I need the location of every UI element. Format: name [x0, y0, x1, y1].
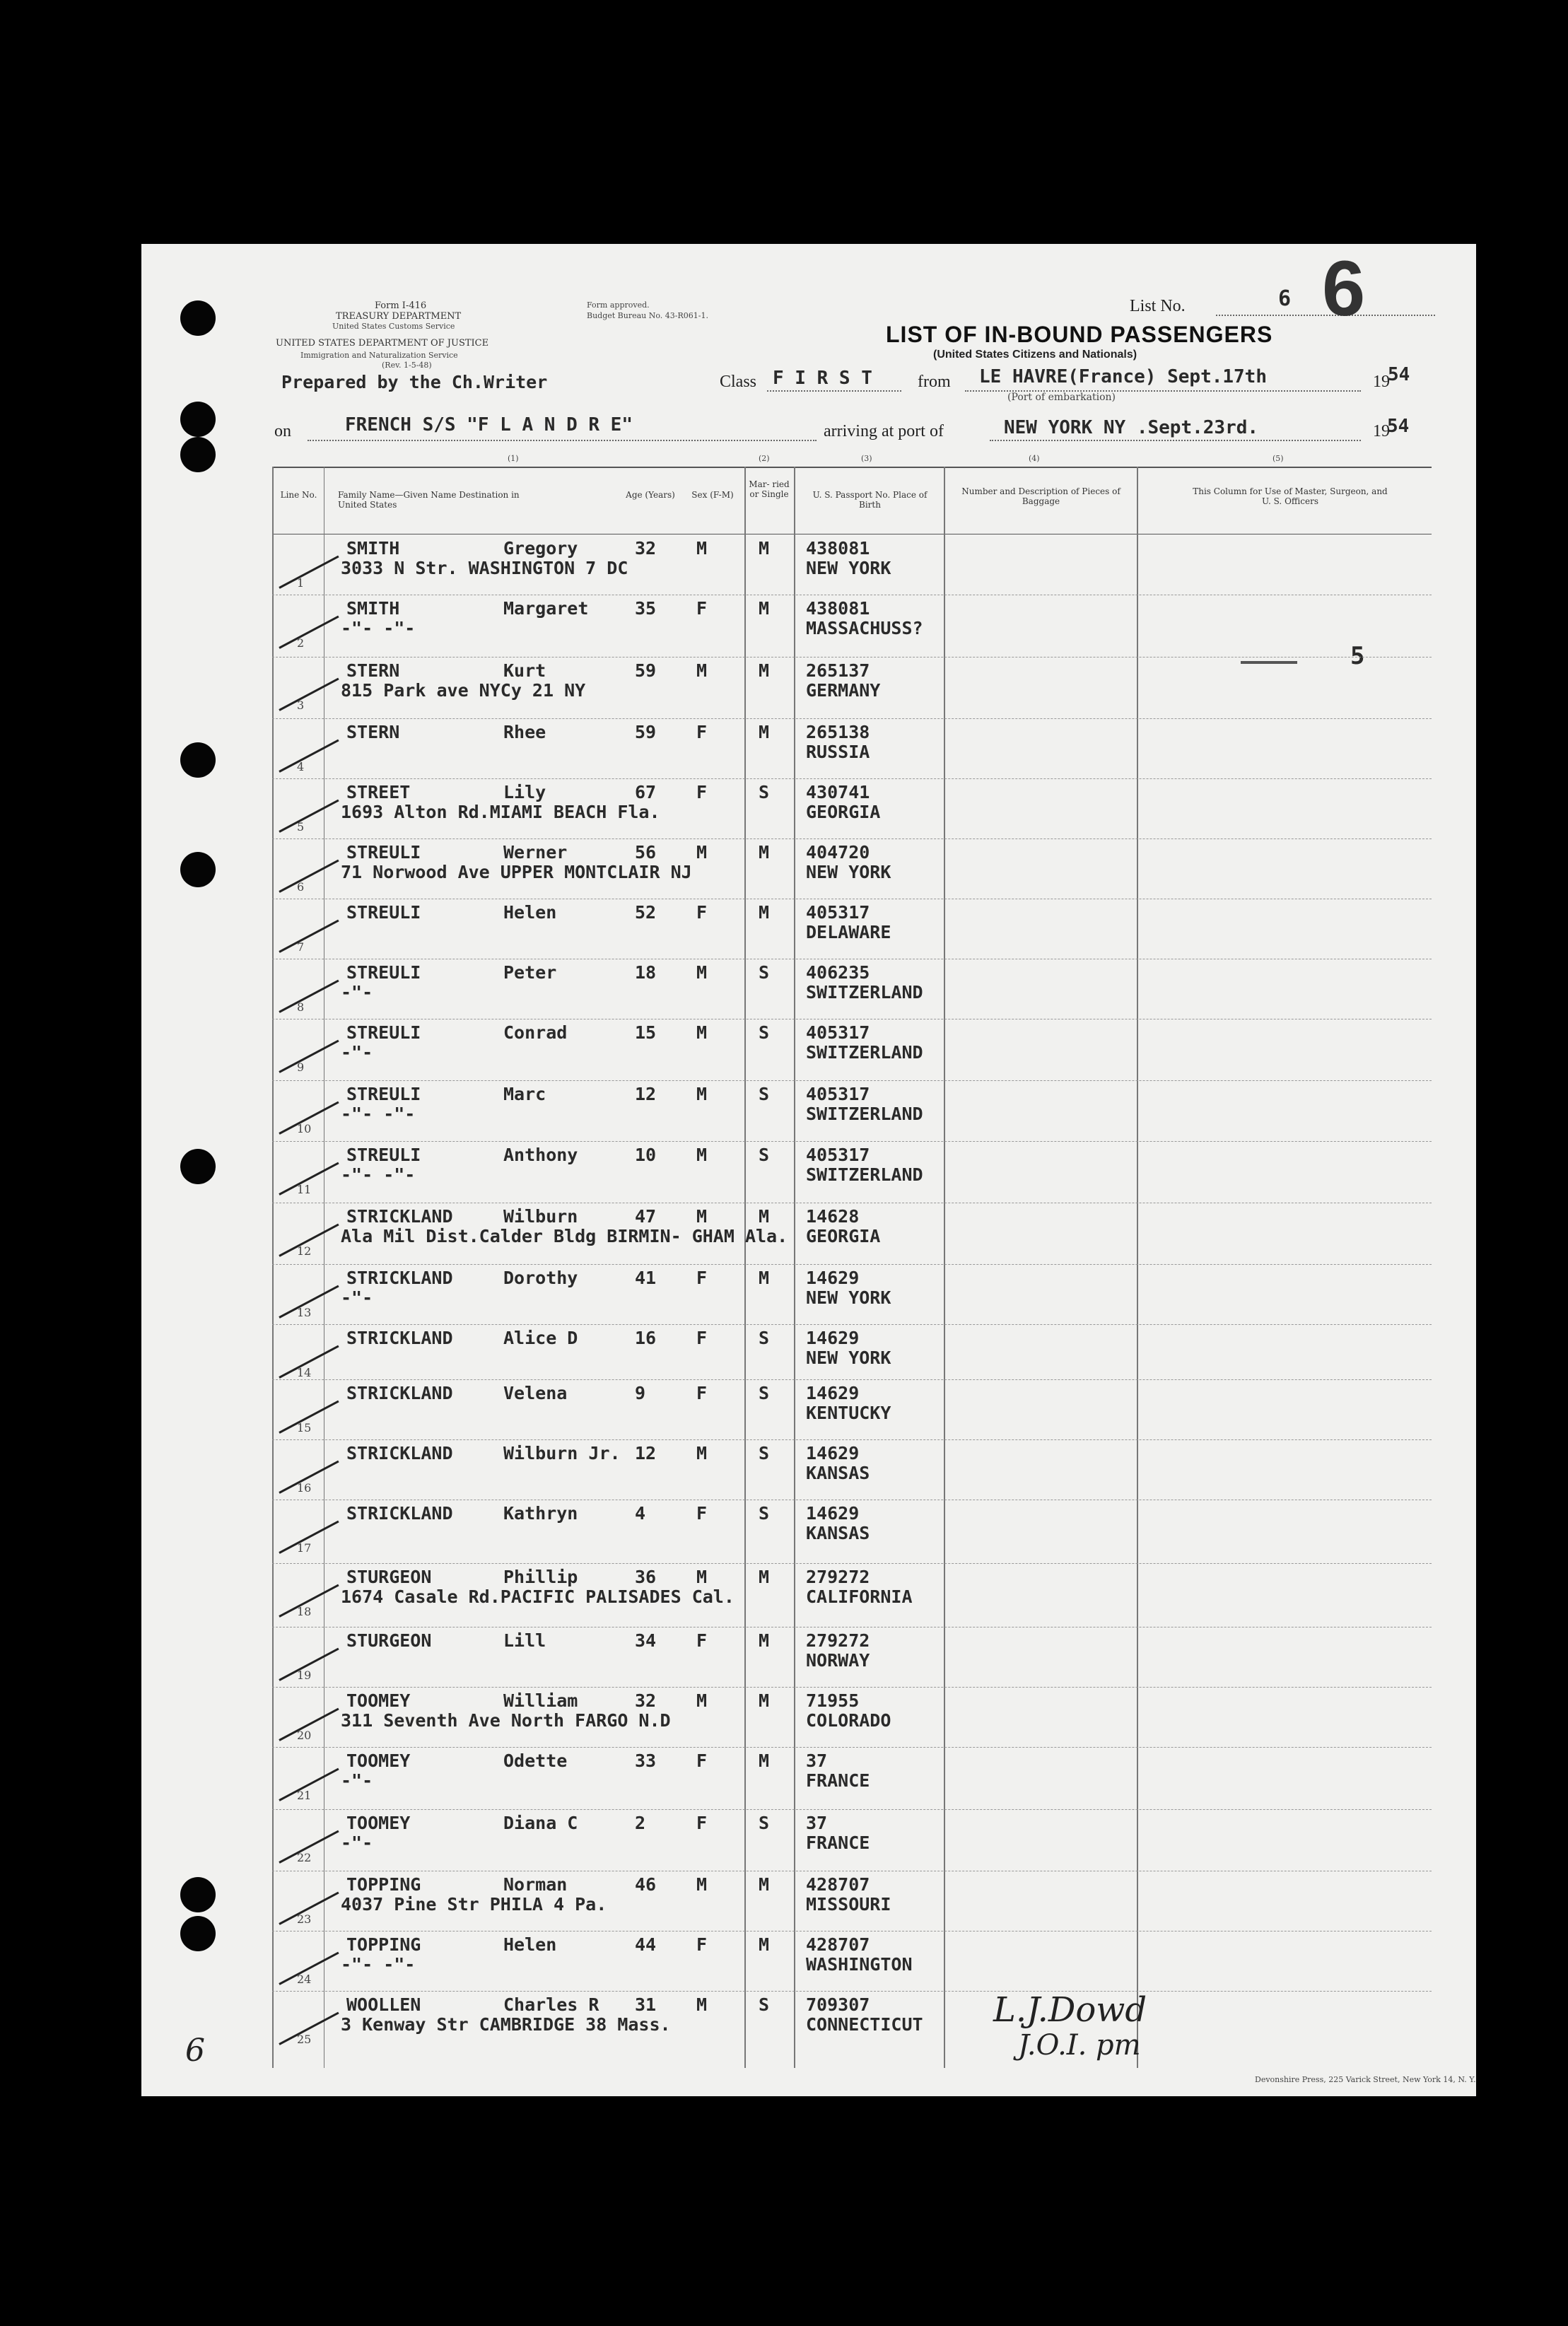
row-separator [272, 657, 1432, 658]
customs-service: United States Customs Service [332, 322, 455, 331]
binder-hole [180, 402, 216, 437]
age: 59 [635, 660, 657, 681]
passport-number: 14629 [806, 1383, 860, 1403]
passport-number: 14629 [806, 1503, 860, 1524]
row-line-number: 5 [297, 820, 305, 834]
sex: F [696, 598, 708, 619]
row-separator [272, 1809, 1432, 1810]
destination: -"- [341, 982, 373, 1003]
binder-hole [180, 1916, 216, 1951]
age: 56 [635, 842, 657, 863]
col-header-married: Mar- ried or Single [749, 479, 790, 499]
row-separator [272, 1747, 1432, 1748]
age: 10 [635, 1145, 657, 1165]
col-num-4: (4) [1029, 454, 1040, 463]
passport-number: 37 [806, 1813, 828, 1833]
marital-status: M [759, 1206, 770, 1227]
given-name: Wilburn [503, 1206, 578, 1227]
given-name: Charles R [503, 1994, 599, 2015]
sex: F [696, 1328, 708, 1348]
form-number: Form I-416 [375, 300, 427, 311]
budget-bureau: Budget Bureau No. 43-R061-1. [587, 311, 709, 320]
prepared-by: Prepared by the Ch.Writer [281, 372, 548, 392]
place-of-birth: NEW YORK [806, 862, 891, 882]
sex: F [696, 722, 708, 742]
revision: (Rev. 1-5-48) [382, 361, 432, 370]
officer-annotation: 5 [1350, 642, 1365, 670]
row-separator [272, 718, 1432, 719]
from-value: LE HAVRE(France) Sept.17th [979, 366, 1267, 387]
family-name: STRICKLAND [346, 1328, 453, 1348]
sex: F [696, 1934, 708, 1955]
passport-number: 438081 [806, 538, 870, 559]
family-name: STRICKLAND [346, 1503, 453, 1524]
place-of-birth: RUSSIA [806, 742, 870, 762]
place-of-birth: GEORGIA [806, 1226, 881, 1246]
place-of-birth: MASSACHUSS? [806, 618, 923, 638]
sex: M [696, 1994, 708, 2015]
family-name: TOOMEY [346, 1751, 411, 1771]
marital-status: S [759, 1328, 770, 1348]
sex: M [696, 1145, 708, 1165]
age: 59 [635, 722, 657, 742]
row-line-number: 23 [297, 1912, 312, 1926]
given-name: Margaret [503, 598, 589, 619]
sex: M [696, 1874, 708, 1895]
row-line-number: 12 [297, 1244, 312, 1258]
family-name: TOOMEY [346, 1690, 411, 1711]
row-separator [272, 1264, 1432, 1265]
given-name: Anthony [503, 1145, 578, 1165]
row-line-number: 6 [297, 880, 305, 894]
given-name: Lill [503, 1630, 546, 1651]
sex: M [696, 1084, 708, 1104]
given-name: Kurt [503, 660, 546, 681]
marital-status: S [759, 1503, 770, 1524]
place-of-birth: DELAWARE [806, 922, 891, 942]
place-of-birth: FRANCE [806, 1770, 870, 1791]
place-of-birth: FRANCE [806, 1833, 870, 1853]
place-of-birth: SWITZERLAND [806, 1164, 923, 1185]
sex: F [696, 1503, 708, 1524]
family-name: STRICKLAND [346, 1443, 453, 1463]
vessel-name: FRENCH S/S "F L A N D R E" [345, 414, 633, 436]
age: 16 [635, 1328, 657, 1348]
given-name: Odette [503, 1751, 568, 1771]
marital-status: M [759, 1630, 770, 1651]
page-subtitle: (United States Citizens and Nationals) [933, 349, 1137, 361]
given-name: William [503, 1690, 578, 1711]
year-prefix-2: 19 [1373, 422, 1390, 440]
given-name: Diana C [503, 1813, 578, 1833]
row-line-number: 7 [297, 940, 305, 954]
binder-hole [180, 742, 216, 778]
given-name: Gregory [503, 538, 578, 559]
treasury-dept: TREASURY DEPARTMENT [336, 311, 462, 322]
place-of-birth: COLORADO [806, 1710, 891, 1731]
given-name: Wilburn Jr. [503, 1443, 621, 1463]
row-line-number: 17 [297, 1541, 312, 1555]
sex: F [696, 1751, 708, 1771]
port-embark-label: (Port of embarkation) [1007, 392, 1116, 403]
class-value: F I R S T [773, 368, 872, 389]
row-line-number: 19 [297, 1668, 312, 1682]
destination: 4037 Pine Str PHILA 4 Pa. [341, 1894, 607, 1915]
marital-status: M [759, 1874, 770, 1895]
row-line-number: 18 [297, 1605, 312, 1618]
age: 9 [635, 1383, 646, 1403]
place-of-birth: NORWAY [806, 1650, 870, 1671]
passport-number: 279272 [806, 1567, 870, 1587]
given-name: Marc [503, 1084, 546, 1104]
destination: 3 Kenway Str CAMBRIDGE 38 Mass. [341, 2014, 671, 2035]
given-name: Norman [503, 1874, 568, 1895]
sex: M [696, 1022, 708, 1043]
row-line-number: 22 [297, 1851, 312, 1864]
destination: -"- [341, 1770, 373, 1791]
row-line-number: 24 [297, 1973, 312, 1986]
family-name: STREULI [346, 962, 421, 983]
age: 4 [635, 1503, 646, 1524]
row-line-number: 3 [297, 699, 305, 712]
age: 12 [635, 1084, 657, 1104]
col-num-1: (1) [508, 454, 519, 463]
sex: M [696, 1206, 708, 1227]
passport-number: 405317 [806, 1084, 870, 1104]
marital-status: M [759, 902, 770, 923]
col-num-5: (5) [1272, 454, 1284, 463]
family-name: STREULI [346, 1145, 421, 1165]
marital-status: S [759, 962, 770, 983]
binder-hole [180, 1149, 216, 1184]
marital-status: M [759, 1567, 770, 1587]
year-2: 54 [1387, 416, 1410, 437]
year-prefix: 19 [1373, 373, 1390, 391]
place-of-birth: NEW YORK [806, 558, 891, 578]
binder-hole [180, 1877, 216, 1912]
given-name: Helen [503, 1934, 557, 1955]
annotation-strike [1241, 661, 1297, 664]
row-line-number: 13 [297, 1306, 312, 1319]
age: 31 [635, 1994, 657, 2015]
row-line-number: 9 [297, 1060, 305, 1074]
place-of-birth: MISSOURI [806, 1894, 891, 1915]
row-separator [272, 778, 1432, 779]
class-label: Class [720, 373, 757, 391]
passport-number: 405317 [806, 1145, 870, 1165]
given-name: Rhee [503, 722, 546, 742]
marital-status: S [759, 1443, 770, 1463]
row-separator [272, 1563, 1432, 1564]
place-of-birth: SWITZERLAND [806, 1042, 923, 1063]
destination: -"- -"- [341, 618, 416, 638]
arrival-value: NEW YORK NY .Sept.23rd. [1004, 417, 1259, 438]
passport-number: 438081 [806, 598, 870, 619]
destination: 1674 Casale Rd.PACIFIC PALISADES Cal. [341, 1586, 735, 1607]
given-name: Peter [503, 962, 557, 983]
age: 46 [635, 1874, 657, 1895]
col-num-3: (3) [861, 454, 872, 463]
marital-status: S [759, 1084, 770, 1104]
given-name: Helen [503, 902, 557, 923]
sex: F [696, 1268, 708, 1288]
destination: -"- [341, 1042, 373, 1063]
sex: F [696, 902, 708, 923]
row-line-number: 11 [297, 1183, 312, 1196]
row-line-number: 4 [297, 760, 305, 773]
sex: M [696, 962, 708, 983]
sex: M [696, 1567, 708, 1587]
given-name: Werner [503, 842, 568, 863]
printer-imprint: Devonshire Press, 225 Varick Street, New York 14, N. Y. [1255, 2075, 1476, 2084]
passport-number: 428707 [806, 1934, 870, 1955]
destination: -"- -"- [341, 1164, 416, 1185]
family-name: STURGEON [346, 1567, 432, 1587]
age: 18 [635, 962, 657, 983]
col-num-2: (2) [759, 454, 770, 463]
place-of-birth: CALIFORNIA [806, 1586, 913, 1607]
col-header-age: Age (Years) [626, 490, 675, 500]
page-title: LIST OF IN-BOUND PASSENGERS [886, 322, 1273, 347]
destination: 815 Park ave NYCy 21 NY [341, 680, 586, 701]
family-name: STREULI [346, 1084, 421, 1104]
arriving-label: arriving at port of [824, 422, 944, 440]
row-line-number: 2 [297, 636, 305, 650]
passport-number: 430741 [806, 782, 870, 802]
list-no-big: 6 [1322, 245, 1366, 332]
given-name: Lily [503, 782, 546, 802]
family-name: STREULI [346, 842, 421, 863]
family-name: STERN [346, 722, 400, 742]
passport-number: 265138 [806, 722, 870, 742]
age: 67 [635, 782, 657, 802]
sex: M [696, 842, 708, 863]
marital-status: M [759, 1751, 770, 1771]
marital-status: M [759, 722, 770, 742]
row-separator [272, 1080, 1432, 1081]
age: 44 [635, 1934, 657, 1955]
family-name: WOOLLEN [346, 1994, 421, 2015]
sex: F [696, 1383, 708, 1403]
binder-hole [180, 437, 216, 472]
list-no-label: List No. [1130, 297, 1186, 315]
passport-number: 405317 [806, 902, 870, 923]
sex: M [696, 1690, 708, 1711]
family-name: STRICKLAND [346, 1383, 453, 1403]
passport-number: 265137 [806, 660, 870, 681]
family-name: STERN [346, 660, 400, 681]
age: 15 [635, 1022, 657, 1043]
row-separator [272, 1379, 1432, 1380]
binder-hole [180, 300, 216, 336]
destination: 311 Seventh Ave North FARGO N.D [341, 1710, 671, 1731]
row-line-number: 8 [297, 1000, 305, 1014]
row-line-number: 1 [297, 576, 305, 590]
passport-number: 37 [806, 1751, 828, 1771]
marital-status: M [759, 1690, 770, 1711]
col-header-sex: Sex (F-M) [691, 490, 734, 500]
family-name: TOOMEY [346, 1813, 411, 1833]
col-header-passport: U. S. Passport No. Place of Birth [812, 490, 928, 510]
signature-initials: J.O.I. pm [1018, 2029, 1141, 2062]
col-header-baggage: Number and Description of Pieces of Baggage [961, 486, 1121, 506]
age: 32 [635, 1690, 657, 1711]
sex: M [696, 1443, 708, 1463]
age: 52 [635, 902, 657, 923]
marital-status: S [759, 1994, 770, 2015]
row-line-number: 15 [297, 1421, 312, 1434]
passport-number: 14629 [806, 1443, 860, 1463]
family-name: SMITH [346, 598, 400, 619]
place-of-birth: NEW YORK [806, 1348, 891, 1368]
from-label: from [918, 373, 951, 391]
row-line-number: 25 [297, 2033, 312, 2046]
marital-status: M [759, 538, 770, 559]
marital-status: S [759, 1022, 770, 1043]
given-name: Velena [503, 1383, 568, 1403]
passport-number: 406235 [806, 962, 870, 983]
family-name: STRICKLAND [346, 1268, 453, 1288]
marital-status: S [759, 1145, 770, 1165]
destination: 3033 N Str. WASHINGTON 7 DC [341, 558, 628, 578]
marital-status: S [759, 1383, 770, 1403]
place-of-birth: KANSAS [806, 1523, 870, 1543]
given-name: Kathryn [503, 1503, 578, 1524]
ins-label: Immigration and Naturalization Service [300, 351, 458, 360]
marital-status: M [759, 1934, 770, 1955]
family-name: SMITH [346, 538, 400, 559]
destination: Ala Mil Dist.Calder Bldg BIRMIN- GHAM Ala. [341, 1226, 788, 1246]
passport-number: 405317 [806, 1022, 870, 1043]
place-of-birth: GERMANY [806, 680, 881, 701]
doj-label: UNITED STATES DEPARTMENT OF JUSTICE [276, 338, 489, 349]
passport-number: 14629 [806, 1268, 860, 1288]
family-name: STREULI [346, 902, 421, 923]
given-name: Alice D [503, 1328, 578, 1348]
marital-status: M [759, 660, 770, 681]
place-of-birth: NEW YORK [806, 1287, 891, 1308]
destination: -"- -"- [341, 1954, 416, 1975]
passport-number: 404720 [806, 842, 870, 863]
list-no-small: 6 [1278, 286, 1292, 311]
on-label: on [274, 422, 291, 440]
place-of-birth: SWITZERLAND [806, 982, 923, 1003]
row-separator [272, 1687, 1432, 1688]
sex: F [696, 1630, 708, 1651]
passport-number: 71955 [806, 1690, 860, 1711]
row-line-number: 14 [297, 1366, 312, 1379]
age: 41 [635, 1268, 657, 1288]
margin-note: 6 [185, 2033, 205, 2069]
age: 34 [635, 1630, 657, 1651]
row-line-number: 16 [297, 1481, 312, 1495]
marital-status: M [759, 1268, 770, 1288]
row-separator [272, 1991, 1432, 1992]
passport-number: 279272 [806, 1630, 870, 1651]
family-name: TOPPING [346, 1874, 421, 1895]
given-name: Phillip [503, 1567, 578, 1587]
row-separator [272, 1324, 1432, 1325]
passport-number: 14628 [806, 1206, 860, 1227]
family-name: STREULI [346, 1022, 421, 1043]
passport-number: 709307 [806, 1994, 870, 2015]
row-line-number: 10 [297, 1122, 312, 1135]
year-1: 54 [1388, 364, 1410, 385]
marital-status: S [759, 1813, 770, 1833]
form-approved: Form approved. [587, 300, 650, 310]
destination: -"- -"- [341, 1104, 416, 1124]
destination: -"- [341, 1833, 373, 1853]
sex: F [696, 782, 708, 802]
age: 33 [635, 1751, 657, 1771]
destination: 1693 Alton Rd.MIAMI BEACH Fla. [341, 802, 660, 822]
place-of-birth: KANSAS [806, 1463, 870, 1483]
row-separator [272, 1439, 1432, 1440]
passport-number: 428707 [806, 1874, 870, 1895]
age: 36 [635, 1567, 657, 1587]
row-separator [272, 838, 1432, 839]
place-of-birth: SWITZERLAND [806, 1104, 923, 1124]
place-of-birth: KENTUCKY [806, 1403, 891, 1423]
sex: M [696, 660, 708, 681]
given-name: Dorothy [503, 1268, 578, 1288]
age: 2 [635, 1813, 646, 1833]
family-name: STURGEON [346, 1630, 432, 1651]
place-of-birth: CONNECTICUT [806, 2014, 923, 2035]
row-line-number: 21 [297, 1789, 312, 1802]
given-name: Conrad [503, 1022, 568, 1043]
marital-status: M [759, 842, 770, 863]
sex: M [696, 538, 708, 559]
destination: -"- [341, 1287, 373, 1308]
sex: F [696, 1813, 708, 1833]
col-header-line-no: Line No. [280, 490, 317, 500]
passport-number: 14629 [806, 1328, 860, 1348]
age: 47 [635, 1206, 657, 1227]
col-header-officers: This Column for Use of Master, Surgeon, and U. S. Officers [1193, 486, 1388, 506]
place-of-birth: GEORGIA [806, 802, 881, 822]
place-of-birth: WASHINGTON [806, 1954, 913, 1975]
marital-status: M [759, 598, 770, 619]
family-name: STRICKLAND [346, 1206, 453, 1227]
family-name: TOPPING [346, 1934, 421, 1955]
age: 12 [635, 1443, 657, 1463]
col-header-name: Family Name—Given Name Destination in United States [338, 490, 520, 510]
family-name: STREET [346, 782, 411, 802]
marital-status: S [759, 782, 770, 802]
age: 32 [635, 538, 657, 559]
signature: L.J.Dowd [993, 1990, 1147, 2030]
age: 35 [635, 598, 657, 619]
destination: 71 Norwood Ave UPPER MONTCLAIR NJ [341, 862, 692, 882]
row-separator [272, 1141, 1432, 1142]
row-line-number: 20 [297, 1729, 312, 1742]
binder-hole [180, 852, 216, 887]
